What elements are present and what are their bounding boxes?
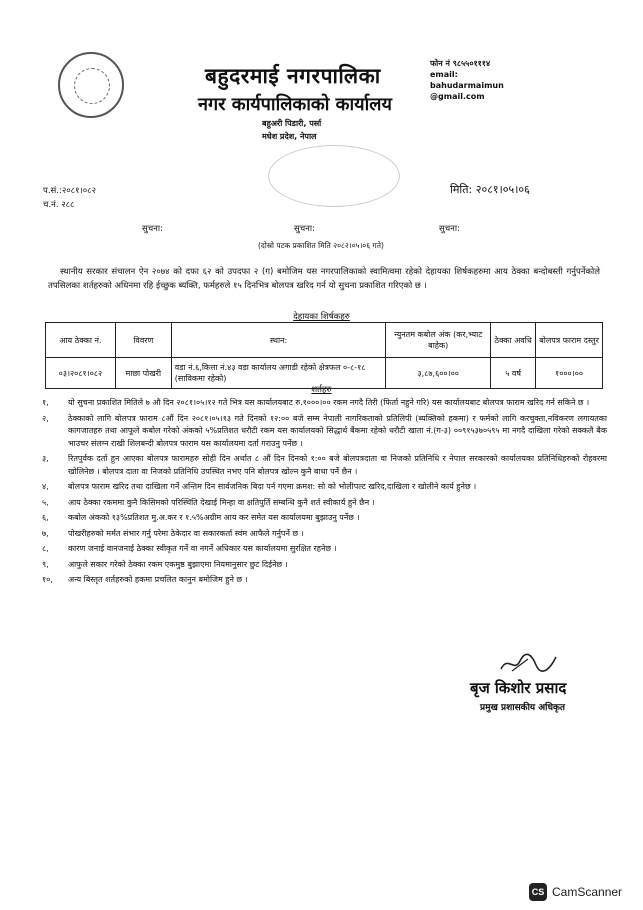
notice-heading-2: सुचना: <box>294 224 315 234</box>
reference-ps: प.सं.:२०८१।०८२ <box>43 186 97 196</box>
condition-text: अन्य बिस्तृत शर्तहरुको हकमा प्रचलित कानुन बमोजिम हुने छ । <box>68 575 248 584</box>
condition-text: पोखरीहरुको मर्मत संभार गर्नु परेमा ठेकेदार वा सकारकर्ता स्वंम आफैले गर्नुपर्ने छ । <box>68 528 304 538</box>
condition-number: ३, <box>42 454 49 463</box>
condition-text: आय ठेक्का रकममा कुनै किसिमको परिस्थिति देखाई मिन्हा वा क्षतिपुर्ति सम्बन्धि कुनै शर्त स्वीकार्य हुने छैन । <box>68 497 375 507</box>
col-header-contract-no: आय ठेक्का नं. <box>46 323 116 358</box>
table-header-row <box>46 323 603 358</box>
office-subtitle: नगर कार्यपालिकाको कार्यालय <box>198 94 392 115</box>
signatory-name: बृज किशोर प्रसाद <box>470 679 567 697</box>
office-stamp-icon <box>268 145 400 207</box>
list-item <box>42 574 607 587</box>
condition-text: कबोल अंकको १३%प्रतिशत मु.अ.कर र १.५%अग्रीम आय कर समेत यस कार्यालयमा बुझाउनु पर्नेछ । <box>68 513 360 522</box>
condition-number: १०, <box>42 575 53 584</box>
address-line-1: बहुअरी पिडारी, पर्सा <box>262 119 322 128</box>
table-title: देहायका शिर्षकहरु <box>293 312 350 322</box>
col-header-form-fee: बोलपत्र फाराम दस्तुर <box>536 323 603 358</box>
reference-chn: च.नं. २८८ <box>43 200 75 210</box>
camscanner-text: CamScanner <box>552 885 623 899</box>
email-label: email: <box>430 70 458 79</box>
condition-number: ४, <box>42 482 49 491</box>
list-item <box>42 559 607 572</box>
condition-text: रितपुर्वक दर्ता हुन आएका बोलपत्र फारामहरु सोही दिन अर्थात ८ औं दिन दिनको १:०० बजे बोलपत्रदाता वा निजको प्रतिनिधि र नेपाल सरकारको कार्यालयका प्रतिनिधिहरुको रोहवरमा खोलिनेछ । बोलपत्र दाता वा निजको प्रतिनिधि उपस्थित नभए पनि बोलपत्र खोल्न कुनै बाधा पर्ने छैन । <box>68 454 607 476</box>
camscanner-logo-icon: CS <box>529 883 547 901</box>
list-item <box>42 481 607 494</box>
signature-mark-icon <box>498 651 560 677</box>
condition-number: ८, <box>42 544 49 553</box>
condition-text: आफुले सकार गरेको ठेक्का रकम एकमुष्ठ बुझाएमा नियमानुसार छुट दिईनेछ । <box>68 559 288 569</box>
condition-number: ६, <box>42 513 49 522</box>
list-item <box>42 528 607 541</box>
notice-heading-3: सुचना: <box>439 224 460 234</box>
cell-min-bid: ३,८७,६००।०० <box>386 358 491 389</box>
cell-location: वडा नं.६,कित्ता नं.४३ वडा कार्यालय अगाडी रहेको क्षेत्रफल ०-८-१८ (साविकमा रहेको) <box>171 358 386 389</box>
list-item <box>42 453 607 478</box>
cell-duration: ५ वर्ष <box>491 358 536 389</box>
list-item <box>42 512 607 525</box>
list-item <box>42 543 607 556</box>
condition-text: ठेक्काको लागि बोलपत्र फाराम ८औं दिन २०८१।०५।१३ गते दिनको १२:०० बजे सम्म नेपाली नागरिकताको प्रतिलिपी (ब्यक्तिको हकमा) र फर्मको लागि करचुक्ता,नविकरण लगायतका कागजातहरु तथा आफूले कबोल गरेको अंकको ५%प्रतिशत धरौटी रकम यस कार्यालयको सिद्धार्थ बैंकमा रहेको धरौटी खाता नं.(ग-३) ००९१५३७०५९५ मा नगदै दाखिला गरेको सक्कलै बैक भाउचर संलग्न राखी शिलबन्दी बोलपत्र फाराम यस कार्यालयमा दर्ता गराउनु पर्नेछ । <box>68 413 607 448</box>
publish-note: (दोस्रो पटक प्रकाशित मिति २०८२।०५।०६ गते) <box>258 241 384 250</box>
list-item <box>42 397 607 410</box>
camscanner-watermark <box>529 883 622 901</box>
list-item <box>42 497 607 510</box>
notice-heading-1: सुचना: <box>142 224 163 234</box>
contact-block <box>430 58 504 102</box>
signatory-title: प्रमुख प्रशासकीय अधिकृत <box>480 703 566 713</box>
condition-text: बोलपत्र फाराम खरिद तथा दाखिला गर्ने अन्तिम दिन सार्वजनिक बिदा पर्न गएमा क्रमश: सो को भोलीपल्ट खरिद,दाखिला र खोलीने कार्य हुनेछ । <box>68 482 477 491</box>
municipality-emblem-icon <box>58 52 124 118</box>
phone-number: फोन नं ९८५५०१११४ <box>430 59 491 68</box>
cell-contract-no: ०३।२०८१।०८२ <box>46 358 116 389</box>
col-header-location: स्थान: <box>171 323 386 358</box>
cell-form-fee: १०००।०० <box>536 358 603 389</box>
conditions-title: शर्तहरु <box>311 385 332 395</box>
contract-table <box>45 322 603 389</box>
intro-paragraph: स्थानीय सरकार संचालन ऐन २०७४ को दफा ६२ को उपदफा २ (ग) बमोजिम यस नगरपालिकाको स्वामित्वमा रहेको देहायका शिर्षकहरुमा आय ठेक्का बन्दोबस्ती गर्नुपर्नेकोले तपसिलका शर्तहरुको अधिनमा रहि ईच्छुक ब्यक्ति, फर्महरुले १५ दिनभित्र बोलपत्र खरिद गर्न यो सुचना प्रकाशित गरिएको छ । <box>48 267 600 291</box>
condition-text: यो सुचना प्रकाशित मितिले ७ औ दिन २०८१।०५।१२ गते भित्र यस कार्यालयबाट रु.१०००।०० रकम नगदै तिरी (फिर्ता नहुने गरि) यस कार्यालयबाट बोलपत्र फाराम खरिद गर्न सकिने छ । <box>68 398 590 407</box>
col-header-description: विवरण <box>115 323 171 358</box>
condition-text: कारण जनाई वानजनाई ठेक्का स्वीकृत गर्ने वा नगर्ने अधिकार यस कार्यालयमा सुरक्षित रहनेछ । <box>68 544 337 553</box>
address-line-2: मधेश प्रदेश, नेपाल <box>262 132 317 141</box>
email-line-1: bahudarmaimun <box>430 81 504 90</box>
office-title: बहुदरमाई नगरपालिका <box>205 64 381 88</box>
conditions-list <box>42 397 607 590</box>
condition-number: १, <box>42 398 49 407</box>
condition-number: ९, <box>42 559 49 569</box>
condition-number: २, <box>42 413 49 423</box>
cell-description: माछा पोखरी <box>115 358 171 389</box>
email-line-2: @gmail.com <box>430 92 485 101</box>
col-header-duration: ठेक्का अवधि <box>491 323 536 358</box>
condition-number: ७, <box>42 528 49 538</box>
letter-date: मिति: २०८१।०५।०६ <box>450 183 530 196</box>
col-header-min-bid: न्युनतम कबोल अंक (कर,भ्याट बाहेक) <box>386 323 491 358</box>
condition-number: ५, <box>42 497 49 507</box>
list-item <box>42 413 607 451</box>
